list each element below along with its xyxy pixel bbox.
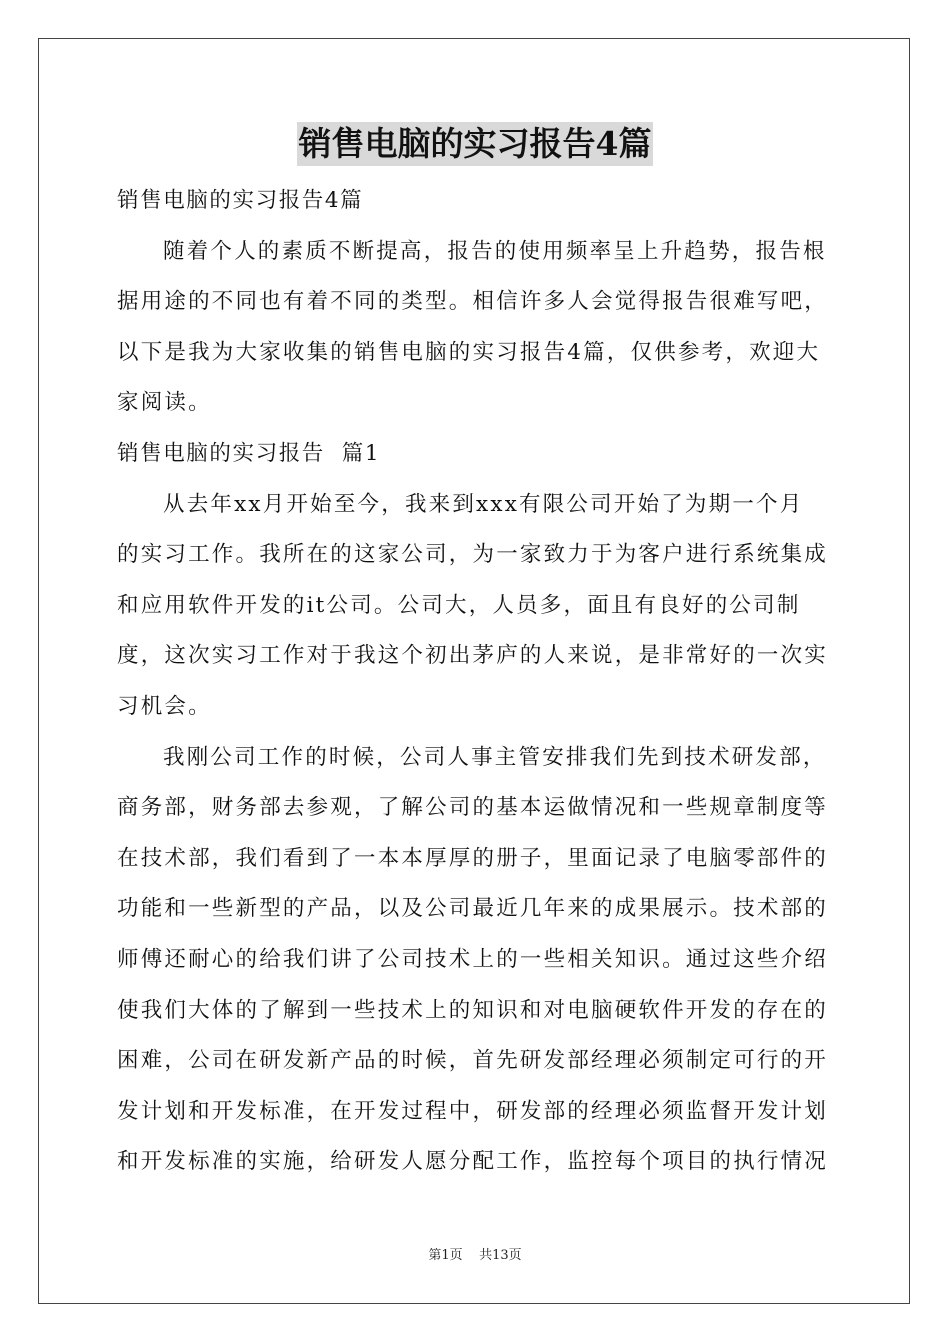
paragraph-line: 习机会。 [117,693,212,719]
paragraph-line: 和开发标准的实施，给研发人愿分配工作，监控每个项目的执行情况 [117,1149,829,1175]
intro-line: 以下是我为大家收集的销售电脑的实习报告4篇，仅供参考，欢迎大 [117,339,821,365]
paragraph-line: 从去年xx月开始至今，我来到xxx有限公司开始了为期一个月 [163,491,804,517]
page-footer [0,1247,950,1265]
paragraph-line: 我刚公司工作的时候，公司人事主管安排我们先到技术研发部， [163,744,827,770]
paragraph-line: 商务部，财务部去参观，了解公司的基本运做情况和一些规章制度等 [117,795,829,821]
paragraph-line: 的实习工作。我所在的这家公司，为一家致力于为客户进行系统集成 [117,542,829,568]
paragraph-line: 困难，公司在研发新产品的时候，首先研发部经理必须制定可行的开 [117,1048,829,1074]
paragraph-1 [117,480,833,733]
paragraph-line: 功能和一些新型的产品，以及公司最近几年来的成果展示。技术部的 [117,896,829,922]
document-body [117,176,833,1188]
document-subtitle: 销售电脑的实习报告4篇 [117,188,364,213]
paragraph-line: 发计划和开发标准，在开发过程中，研发部的经理必须监督开发计划 [117,1098,829,1124]
intro-line: 随着个人的素质不断提高，报告的使用频率呈上升趋势，报告根 [163,238,827,264]
document-title: 销售电脑的实习报告4篇 [297,122,654,166]
page-number: 第1页 共13页 [428,1248,522,1263]
paragraph-line: 和应用软件开发的it公司。公司大，人员多，面且有良好的公司制 [117,592,801,618]
intro-line: 据用途的不同也有着不同的类型。相信许多人会觉得报告很难写吧， [117,289,829,315]
intro-paragraph [117,227,833,429]
intro-line: 家阅读。 [117,390,212,416]
section-heading: 销售电脑的实习报告 篇1 [117,440,381,466]
paragraph-line: 度，这次实习工作对于我这个初出茅庐的人来说，是非常好的一次实 [117,643,829,669]
paragraph-2 [117,733,833,1188]
paragraph-line: 使我们大体的了解到一些技术上的知识和对电脑硬软件开发的存在的 [117,997,829,1023]
paragraph-line: 在技术部，我们看到了一本本厚厚的册子，里面记录了电脑零部件的 [117,845,829,871]
title-container [0,122,950,166]
paragraph-line: 师傅还耐心的给我们讲了公司技术上的一些相关知识。通过这些介绍 [117,946,829,972]
